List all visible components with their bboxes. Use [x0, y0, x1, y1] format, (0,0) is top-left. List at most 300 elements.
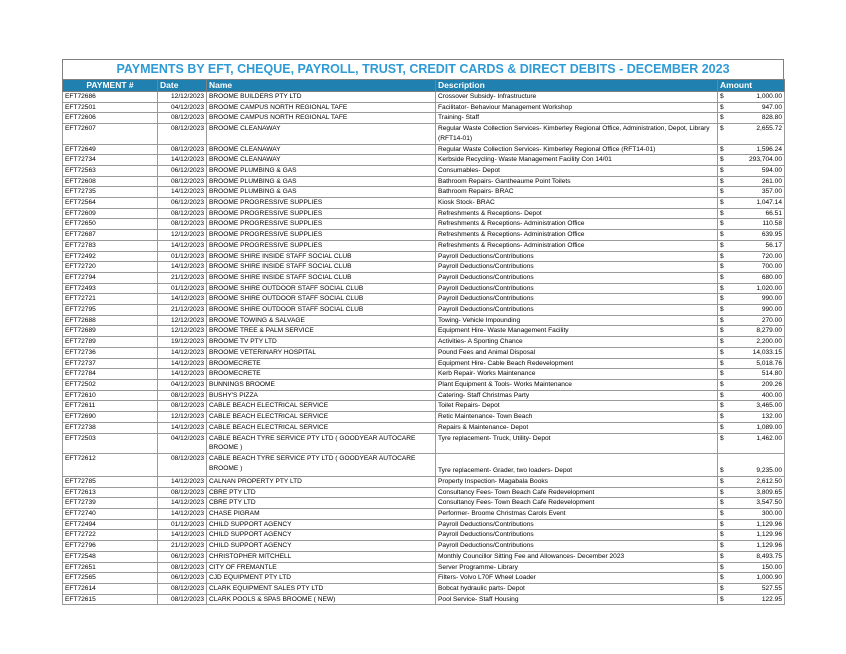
name-cell: BROOMECRETE — [207, 369, 436, 380]
description-cell: Monthly Councillor Sitting Fee and Allowances- December 2023 — [436, 551, 718, 562]
table-row — [63, 262, 785, 273]
payment-cell: EFT72736 — [63, 347, 158, 358]
table-body — [63, 92, 785, 605]
table-row — [63, 379, 785, 390]
header-amount: Amount — [718, 80, 785, 92]
date-cell: 08/12/2023 — [158, 562, 207, 573]
description-cell: Tyre replacement- Truck, Utility- Depot — [436, 433, 718, 453]
date-cell: 21/12/2023 — [158, 305, 207, 316]
currency-cell: $ — [718, 326, 728, 337]
currency-cell: $ — [718, 573, 728, 584]
table-row — [63, 92, 785, 103]
currency-cell: $ — [718, 262, 728, 273]
payment-cell: EFT72501 — [63, 102, 158, 113]
payment-cell: EFT72690 — [63, 412, 158, 423]
date-cell: 06/12/2023 — [158, 165, 207, 176]
date-cell: 01/12/2023 — [158, 251, 207, 262]
payment-cell: EFT72565 — [63, 573, 158, 584]
description-cell: Regular Waste Collection Services- Kimberley Regional Office, Administration, Depot, Library (RFT14-01) — [436, 124, 718, 144]
description-cell: Pound Fees and Animal Disposal — [436, 347, 718, 358]
name-cell: BROOME TREE & PALM SERVICE — [207, 326, 436, 337]
amount-cell: 1,000.90 — [728, 573, 785, 584]
payment-cell: EFT72503 — [63, 433, 158, 453]
date-cell: 01/12/2023 — [158, 519, 207, 530]
table-row — [63, 305, 785, 316]
amount-cell: 150.00 — [728, 562, 785, 573]
name-cell: BROOME PLUMBING & GAS — [207, 165, 436, 176]
date-cell: 08/12/2023 — [158, 583, 207, 594]
name-cell: CHILD SUPPORT AGENCY — [207, 541, 436, 552]
header-description: Description — [436, 80, 718, 92]
table-row — [63, 573, 785, 584]
name-cell: BUNNINGS BROOME — [207, 379, 436, 390]
name-cell: CBRE PTY LTD — [207, 487, 436, 498]
amount-cell: 1,047.14 — [728, 198, 785, 209]
payment-cell: EFT72795 — [63, 305, 158, 316]
table-row — [63, 230, 785, 241]
currency-cell: $ — [718, 498, 728, 509]
currency-cell: $ — [718, 124, 728, 144]
payment-cell: EFT72610 — [63, 390, 158, 401]
payment-cell: EFT72720 — [63, 262, 158, 273]
amount-cell: 5,018.76 — [728, 358, 785, 369]
payment-cell: EFT72614 — [63, 583, 158, 594]
payment-cell: EFT72796 — [63, 541, 158, 552]
payment-cell: EFT72651 — [63, 562, 158, 573]
payment-cell: EFT72493 — [63, 283, 158, 294]
currency-cell: $ — [718, 198, 728, 209]
payment-cell: EFT72687 — [63, 230, 158, 241]
currency-cell: $ — [718, 283, 728, 294]
name-cell: CBRE PTY LTD — [207, 498, 436, 509]
payment-cell: EFT72783 — [63, 240, 158, 251]
table-row — [63, 530, 785, 541]
table-row — [63, 401, 785, 412]
currency-cell: $ — [718, 187, 728, 198]
payment-cell: EFT72738 — [63, 422, 158, 433]
description-cell: Towing- Vehicle Impounding — [436, 315, 718, 326]
payment-cell: EFT72722 — [63, 530, 158, 541]
currency-cell: $ — [718, 390, 728, 401]
description-cell: Kerb Repair- Works Maintenance — [436, 369, 718, 380]
date-cell: 12/12/2023 — [158, 92, 207, 103]
date-cell: 19/12/2023 — [158, 337, 207, 348]
payment-cell: EFT72611 — [63, 401, 158, 412]
description-cell: Tyre replacement- Grader, two loaders- Depot — [436, 453, 718, 476]
name-cell: BROOME SHIRE INSIDE STAFF SOCIAL CLUB — [207, 272, 436, 283]
date-cell: 14/12/2023 — [158, 347, 207, 358]
table-row — [63, 315, 785, 326]
name-cell: BROOME PLUMBING & GAS — [207, 187, 436, 198]
table-row — [63, 583, 785, 594]
amount-cell: 14,033.15 — [728, 347, 785, 358]
page-title: PAYMENTS BY EFT, CHEQUE, PAYROLL, TRUST, CREDIT CARDS & DIRECT DEBITS - DECEMBER 2023 — [62, 59, 784, 79]
payment-cell: EFT72608 — [63, 176, 158, 187]
description-cell: Bathroom Repairs- BRAC — [436, 187, 718, 198]
payment-cell: EFT72688 — [63, 315, 158, 326]
description-cell: Refreshments & Receptions- Depot — [436, 208, 718, 219]
payment-cell: EFT72735 — [63, 187, 158, 198]
name-cell: CABLE BEACH TYRE SERVICE PTY LTD ( GOODYEAR AUTOCARE BROOME ) — [207, 453, 436, 476]
date-cell: 04/12/2023 — [158, 102, 207, 113]
date-cell: 01/12/2023 — [158, 283, 207, 294]
description-cell: Filters- Volvo L70F Wheel Loader — [436, 573, 718, 584]
amount-cell: 990.00 — [728, 294, 785, 305]
description-cell: Consumables- Depot — [436, 165, 718, 176]
currency-cell: $ — [718, 433, 728, 453]
description-cell: Refreshments & Receptions- Administration Office — [436, 219, 718, 230]
date-cell: 08/12/2023 — [158, 113, 207, 124]
table-row — [63, 144, 785, 155]
name-cell: BROOME SHIRE OUTDOOR STAFF SOCIAL CLUB — [207, 283, 436, 294]
currency-cell: $ — [718, 379, 728, 390]
name-cell: BROOME BUILDERS PTY LTD — [207, 92, 436, 103]
payment-cell: EFT72612 — [63, 453, 158, 476]
name-cell: BROOME PLUMBING & GAS — [207, 176, 436, 187]
currency-cell: $ — [718, 251, 728, 262]
payment-cell: EFT72492 — [63, 251, 158, 262]
amount-cell: 828.80 — [728, 113, 785, 124]
description-cell: Activities- A Sporting Chance — [436, 337, 718, 348]
description-cell: Payroll Deductions/Contributions — [436, 262, 718, 273]
table-row — [63, 155, 785, 166]
table-header-row — [63, 80, 785, 92]
amount-cell: 3,547.50 — [728, 498, 785, 509]
date-cell: 06/12/2023 — [158, 573, 207, 584]
name-cell: CHASE PIGRAM — [207, 509, 436, 520]
table-row — [63, 433, 785, 453]
amount-cell: 990.00 — [728, 305, 785, 316]
date-cell: 08/12/2023 — [158, 124, 207, 144]
description-cell: Toilet Repairs- Depot — [436, 401, 718, 412]
currency-cell: $ — [718, 422, 728, 433]
currency-cell: $ — [718, 165, 728, 176]
name-cell: BROOME CAMPUS NORTH REGIONAL TAFE — [207, 113, 436, 124]
currency-cell: $ — [718, 219, 728, 230]
payment-cell: EFT72784 — [63, 369, 158, 380]
date-cell: 12/12/2023 — [158, 315, 207, 326]
currency-cell: $ — [718, 358, 728, 369]
description-cell: Payroll Deductions/Contributions — [436, 283, 718, 294]
description-cell: Payroll Deductions/Contributions — [436, 541, 718, 552]
amount-cell: 8,493.75 — [728, 551, 785, 562]
amount-cell: 514.80 — [728, 369, 785, 380]
payment-cell: EFT72609 — [63, 208, 158, 219]
description-cell: Payroll Deductions/Contributions — [436, 251, 718, 262]
date-cell: 14/12/2023 — [158, 240, 207, 251]
description-cell: Equipment Hire- Cable Beach Redevelopment — [436, 358, 718, 369]
name-cell: BROOME SHIRE OUTDOOR STAFF SOCIAL CLUB — [207, 294, 436, 305]
date-cell: 06/12/2023 — [158, 198, 207, 209]
description-cell: Facilitator- Behaviour Management Workshop — [436, 102, 718, 113]
description-cell: Retic Maintenance- Town Beach — [436, 412, 718, 423]
description-cell: Crossover Subsidy- Infrastructure — [436, 92, 718, 103]
table-row — [63, 240, 785, 251]
table-row — [63, 541, 785, 552]
table-row — [63, 562, 785, 573]
date-cell: 21/12/2023 — [158, 541, 207, 552]
name-cell: CABLE BEACH ELECTRICAL SERVICE — [207, 401, 436, 412]
amount-cell: 3,809.65 — [728, 487, 785, 498]
amount-cell: 1,020.00 — [728, 283, 785, 294]
name-cell: CITY OF FREMANTLE — [207, 562, 436, 573]
table-row — [63, 422, 785, 433]
table-row — [63, 176, 785, 187]
currency-cell: $ — [718, 562, 728, 573]
description-cell: Consultancy Fees- Town Beach Cafe Redevelopment — [436, 487, 718, 498]
table-row — [63, 294, 785, 305]
currency-cell: $ — [718, 519, 728, 530]
amount-cell: 8,279.00 — [728, 326, 785, 337]
description-cell: Refreshments & Receptions- Administration Office — [436, 230, 718, 241]
date-cell: 14/12/2023 — [158, 155, 207, 166]
payment-cell: EFT72721 — [63, 294, 158, 305]
payments-table — [62, 79, 785, 605]
payment-cell: EFT72548 — [63, 551, 158, 562]
payment-cell: EFT72606 — [63, 113, 158, 124]
amount-cell: 209.26 — [728, 379, 785, 390]
payment-cell: EFT72789 — [63, 337, 158, 348]
name-cell: BUSHY'S PIZZA — [207, 390, 436, 401]
currency-cell: $ — [718, 476, 728, 487]
amount-cell: 3,465.00 — [728, 401, 785, 412]
table-row — [63, 283, 785, 294]
name-cell: BROOME PROGRESSIVE SUPPLIES — [207, 230, 436, 241]
currency-cell: $ — [718, 102, 728, 113]
date-cell: 12/12/2023 — [158, 230, 207, 241]
description-cell: Performer- Broome Christmas Carols Event — [436, 509, 718, 520]
amount-cell: 527.55 — [728, 583, 785, 594]
payment-cell: EFT72740 — [63, 509, 158, 520]
table-row — [63, 498, 785, 509]
header-payment: PAYMENT # — [63, 80, 158, 92]
amount-cell: 132.00 — [728, 412, 785, 423]
payment-cell: EFT72739 — [63, 498, 158, 509]
amount-cell: 2,612.50 — [728, 476, 785, 487]
currency-cell: $ — [718, 144, 728, 155]
date-cell: 14/12/2023 — [158, 358, 207, 369]
date-cell: 14/12/2023 — [158, 369, 207, 380]
name-cell: BROOME SHIRE OUTDOOR STAFF SOCIAL CLUB — [207, 305, 436, 316]
description-cell: Server Programme- Library — [436, 562, 718, 573]
table-row — [63, 551, 785, 562]
name-cell: CJD EQUIPMENT PTY LTD — [207, 573, 436, 584]
amount-cell: 1,129.96 — [728, 519, 785, 530]
amount-cell: 639.95 — [728, 230, 785, 241]
description-cell: Plant Equipment & Tools- Works Maintenance — [436, 379, 718, 390]
table-row — [63, 165, 785, 176]
currency-cell: $ — [718, 412, 728, 423]
payments-sheet — [62, 59, 784, 605]
amount-cell: 947.00 — [728, 102, 785, 113]
name-cell: BROOME TOWING & SALVAGE — [207, 315, 436, 326]
name-cell: BROOME TV PTY LTD — [207, 337, 436, 348]
table-row — [63, 251, 785, 262]
currency-cell: $ — [718, 294, 728, 305]
currency-cell: $ — [718, 315, 728, 326]
date-cell: 14/12/2023 — [158, 294, 207, 305]
name-cell: CALNAN PROPERTY PTY LTD — [207, 476, 436, 487]
name-cell: CHILD SUPPORT AGENCY — [207, 519, 436, 530]
name-cell: BROOME VETERINARY HOSPITAL — [207, 347, 436, 358]
amount-cell: 1,000.00 — [728, 92, 785, 103]
amount-cell: 357.00 — [728, 187, 785, 198]
payment-cell: EFT72563 — [63, 165, 158, 176]
name-cell: BROOME SHIRE INSIDE STAFF SOCIAL CLUB — [207, 251, 436, 262]
name-cell: CLARK POOLS & SPAS BROOME ( NEW) — [207, 594, 436, 605]
amount-cell: 293,704.00 — [728, 155, 785, 166]
currency-cell: $ — [718, 230, 728, 241]
payment-cell: EFT72737 — [63, 358, 158, 369]
amount-cell: 270.00 — [728, 315, 785, 326]
description-cell: Payroll Deductions/Contributions — [436, 530, 718, 541]
payment-cell: EFT72607 — [63, 124, 158, 144]
name-cell: BROOME SHIRE INSIDE STAFF SOCIAL CLUB — [207, 262, 436, 273]
description-cell: Payroll Deductions/Contributions — [436, 272, 718, 283]
name-cell: BROOME CLEANAWAY — [207, 155, 436, 166]
payment-cell: EFT72785 — [63, 476, 158, 487]
name-cell: CABLE BEACH ELECTRICAL SERVICE — [207, 412, 436, 423]
table-row — [63, 337, 785, 348]
date-cell: 08/12/2023 — [158, 390, 207, 401]
currency-cell: $ — [718, 305, 728, 316]
date-cell: 21/12/2023 — [158, 272, 207, 283]
amount-cell: 110.58 — [728, 219, 785, 230]
currency-cell: $ — [718, 487, 728, 498]
name-cell: BROOME CAMPUS NORTH REGIONAL TAFE — [207, 102, 436, 113]
description-cell: Payroll Deductions/Contributions — [436, 305, 718, 316]
date-cell: 12/12/2023 — [158, 326, 207, 337]
currency-cell: $ — [718, 208, 728, 219]
amount-cell: 1,089.00 — [728, 422, 785, 433]
date-cell: 08/12/2023 — [158, 401, 207, 412]
payment-cell: EFT72686 — [63, 92, 158, 103]
description-cell: Kerbside Recycling- Waste Management Facility Con 14/01 — [436, 155, 718, 166]
date-cell: 08/12/2023 — [158, 144, 207, 155]
currency-cell: $ — [718, 594, 728, 605]
currency-cell: $ — [718, 155, 728, 166]
amount-cell: 300.00 — [728, 509, 785, 520]
table-row — [63, 476, 785, 487]
date-cell: 14/12/2023 — [158, 476, 207, 487]
table-row — [63, 487, 785, 498]
date-cell: 08/12/2023 — [158, 176, 207, 187]
table-row — [63, 369, 785, 380]
currency-cell: $ — [718, 541, 728, 552]
amount-cell: 400.00 — [728, 390, 785, 401]
date-cell: 14/12/2023 — [158, 262, 207, 273]
amount-cell: 66.51 — [728, 208, 785, 219]
description-cell: Bathroom Repairs- Gantheaume Point Toilets — [436, 176, 718, 187]
description-cell: Catering- Staff Christmas Party — [436, 390, 718, 401]
date-cell: 14/12/2023 — [158, 498, 207, 509]
description-cell: Training- Staff — [436, 113, 718, 124]
currency-cell: $ — [718, 92, 728, 103]
amount-cell: 1,596.24 — [728, 144, 785, 155]
amount-cell: 720.00 — [728, 251, 785, 262]
currency-cell: $ — [718, 583, 728, 594]
currency-cell: $ — [718, 369, 728, 380]
amount-cell: 122.95 — [728, 594, 785, 605]
table-row — [63, 509, 785, 520]
date-cell: 06/12/2023 — [158, 551, 207, 562]
date-cell: 04/12/2023 — [158, 379, 207, 390]
date-cell: 14/12/2023 — [158, 509, 207, 520]
payment-cell: EFT72564 — [63, 198, 158, 209]
currency-cell: $ — [718, 337, 728, 348]
currency-cell: $ — [718, 272, 728, 283]
description-cell: Repairs & Maintenance- Depot — [436, 422, 718, 433]
amount-cell: 680.00 — [728, 272, 785, 283]
name-cell: CABLE BEACH ELECTRICAL SERVICE — [207, 422, 436, 433]
currency-cell: $ — [718, 509, 728, 520]
amount-cell: 594.00 — [728, 165, 785, 176]
name-cell: BROOME PROGRESSIVE SUPPLIES — [207, 208, 436, 219]
amount-cell: 9,235.00 — [728, 453, 785, 476]
payment-cell: EFT72615 — [63, 594, 158, 605]
name-cell: BROOME CLEANAWAY — [207, 124, 436, 144]
amount-cell: 1,129.96 — [728, 530, 785, 541]
date-cell: 14/12/2023 — [158, 530, 207, 541]
table-row — [63, 187, 785, 198]
payment-cell: EFT72494 — [63, 519, 158, 530]
description-cell: Kiosk Stock- BRAC — [436, 198, 718, 209]
table-row — [63, 412, 785, 423]
currency-cell: $ — [718, 113, 728, 124]
payment-cell: EFT72649 — [63, 144, 158, 155]
currency-cell: $ — [718, 176, 728, 187]
currency-cell: $ — [718, 453, 728, 476]
payment-cell: EFT72650 — [63, 219, 158, 230]
currency-cell: $ — [718, 240, 728, 251]
amount-cell: 261.00 — [728, 176, 785, 187]
table-row — [63, 124, 785, 144]
header-name: Name — [207, 80, 436, 92]
name-cell: BROOME PROGRESSIVE SUPPLIES — [207, 198, 436, 209]
table-row — [63, 519, 785, 530]
currency-cell: $ — [718, 551, 728, 562]
date-cell: 08/12/2023 — [158, 453, 207, 476]
name-cell: CABLE BEACH TYRE SERVICE PTY LTD ( GOODYEAR AUTOCARE BROOME ) — [207, 433, 436, 453]
name-cell: BROOME CLEANAWAY — [207, 144, 436, 155]
table-row — [63, 390, 785, 401]
header-date: Date — [158, 80, 207, 92]
name-cell: BROOME PROGRESSIVE SUPPLIES — [207, 240, 436, 251]
currency-cell: $ — [718, 347, 728, 358]
date-cell: 04/12/2023 — [158, 433, 207, 453]
date-cell: 14/12/2023 — [158, 422, 207, 433]
table-row — [63, 219, 785, 230]
payment-cell: EFT72689 — [63, 326, 158, 337]
table-row — [63, 272, 785, 283]
description-cell: Equipment Hire- Waste Management Facility — [436, 326, 718, 337]
table-row — [63, 208, 785, 219]
date-cell: 08/12/2023 — [158, 487, 207, 498]
description-cell: Pool Service- Staff Housing — [436, 594, 718, 605]
amount-cell: 1,129.96 — [728, 541, 785, 552]
currency-cell: $ — [718, 401, 728, 412]
description-cell: Refreshments & Receptions- Administration Office — [436, 240, 718, 251]
amount-cell: 1,462.00 — [728, 433, 785, 453]
description-cell: Bobcat hydraulic parts- Depot — [436, 583, 718, 594]
description-cell: Regular Waste Collection Services- Kimberley Regional Office (RFT14-01) — [436, 144, 718, 155]
description-cell: Payroll Deductions/Contributions — [436, 294, 718, 305]
table-row — [63, 594, 785, 605]
amount-cell: 56.17 — [728, 240, 785, 251]
table-row — [63, 198, 785, 209]
date-cell: 08/12/2023 — [158, 594, 207, 605]
date-cell: 08/12/2023 — [158, 219, 207, 230]
